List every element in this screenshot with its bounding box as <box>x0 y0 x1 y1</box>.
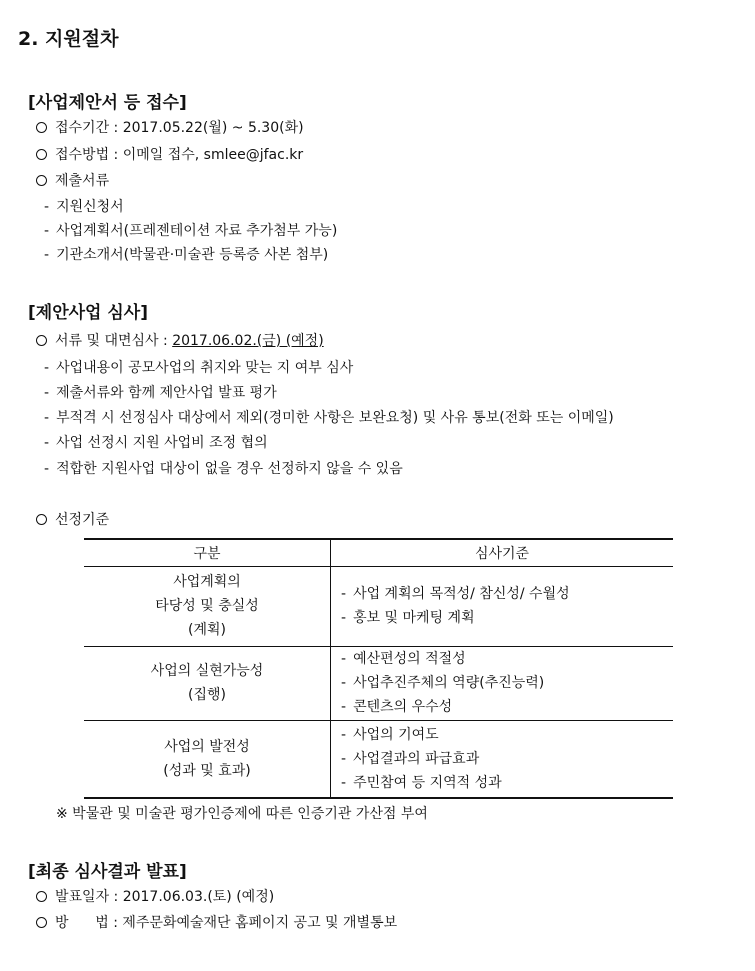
bullet-item: 방 법 : 제주문화예술재단 홈페이지 공고 및 개별통보 <box>36 913 397 933</box>
circle-bullet-icon <box>36 335 47 346</box>
section-title-review: [제안사업 심사] <box>28 303 148 323</box>
circle-bullet-icon <box>36 122 47 133</box>
circle-bullet-icon <box>36 175 47 186</box>
circle-bullet-icon <box>36 514 47 525</box>
bullet-item: 접수기간 : 2017.05.22(월) ~ 5.30(화) <box>36 118 304 138</box>
bullet-item: 제출서류 <box>36 171 109 191</box>
table-row <box>84 566 673 646</box>
sub-item: - 지원신청서 <box>44 199 124 215</box>
row-criteria: - 예산편성의 적절성 - 사업추진주체의 역량(추진능력) - 콘텐츠의 우수성 <box>341 651 545 715</box>
section-title-submission: [사업제안서 등 접수] <box>28 93 187 113</box>
row-category: 사업의 발전성 (성과 및 효과) <box>84 720 331 798</box>
sub-item: - 사업 선정시 지원 사업비 조정 협의 <box>44 435 268 451</box>
sub-item: - 사업내용이 공모사업의 취지와 맞는 지 여부 심사 <box>44 360 354 376</box>
note-text: ※ 박물관 및 미술관 평가인증제에 따른 인증기관 가산점 부여 <box>56 806 428 822</box>
bullet-item: 발표일자 : 2017.06.03.(토) (예정) <box>36 887 274 907</box>
sub-item: - 제출서류와 함께 제안사업 발표 평가 <box>44 385 277 401</box>
sub-item: - 사업계획서(프레젠테이션 자료 추가첨부 가능) <box>44 223 338 239</box>
table-header-category: 구분 <box>84 539 331 566</box>
circle-bullet-icon <box>36 917 47 928</box>
circle-bullet-icon <box>36 149 47 160</box>
bullet-item-criteria: 선정기준 <box>36 510 109 530</box>
row-criteria: - 사업의 기여도 - 사업결과의 파급효과 - 주민참여 등 지역적 성과 <box>341 726 502 791</box>
table-row <box>84 720 673 798</box>
sub-item: - 부적격 시 선정심사 대상에서 제외(경미한 사항은 보완요청) 및 사유 통보(전화 또는 이메일) <box>44 410 614 426</box>
review-date: 2017.06.02.(금) (예정) <box>172 333 324 349</box>
row-category: 사업계획의 타당성 및 충실성 (계획) <box>84 566 331 646</box>
row-category: 사업의 실현가능성 (집행) <box>84 646 331 720</box>
sub-item: - 적합한 지원사업 대상이 없을 경우 선정하지 않을 수 있음 <box>44 461 403 477</box>
table-row <box>84 646 673 720</box>
criteria-table <box>84 538 673 799</box>
bullet-item: 접수방법 : 이메일 접수, smlee@jfac.kr <box>36 145 303 165</box>
circle-bullet-icon <box>36 891 47 902</box>
page-heading: 2. 지원절차 <box>18 28 119 50</box>
bullet-item: 서류 및 대면심사 : 2017.06.02.(금) (예정) <box>36 331 324 351</box>
table-header-row <box>84 539 673 566</box>
table-header-criteria: 심사기준 <box>474 545 530 562</box>
row-criteria: - 사업 계획의 목적성/ 참신성/ 수월성 - 홍보 및 마케팅 계획 <box>341 586 570 626</box>
section-title-result: [최종 심사결과 발표] <box>28 862 187 882</box>
sub-item: - 기관소개서(박물관·미술관 등록증 사본 첨부) <box>44 247 329 263</box>
